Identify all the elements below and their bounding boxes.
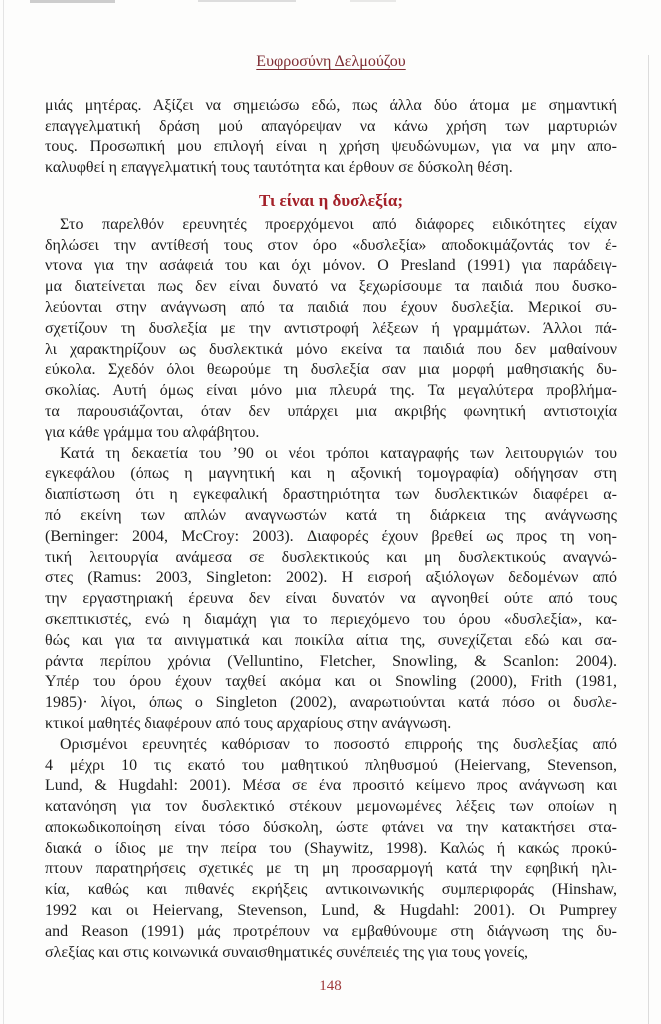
text-line: εύκολα. Σχεδόν όλοι θεωρούμε τη δυσλεξία σαν μια μορφή μαθησιακής δυ- xyxy=(45,361,617,379)
text-line: τική λειτουργία ανάμεσα σε δυσλεκτικούς και μη δυσλεκτικούς αναγνώ- xyxy=(45,548,617,566)
paragraph-intro xyxy=(45,96,617,179)
text-line: διακά ο ίδιος με την πείρα του (Shaywitz, 1998). Καλώς ή κακώς προκύ- xyxy=(45,839,617,857)
scan-artifact-top xyxy=(30,0,115,3)
text-line: την εργαστηριακή έρευνα δεν είναι δυνατόν να αγνοηθεί ούτε από τους xyxy=(45,590,617,608)
text-line: για κάθε γράμμα του αλφάβητου. xyxy=(45,423,260,441)
text-line: 1985)· λίγοι, όπως ο Singleton (2002), αναρωτιούνται κατά πόσο οι δυσλε- xyxy=(45,694,617,712)
section-heading: Τι είναι η δυσλεξία; xyxy=(258,190,404,210)
text-line: διαπίστωση ότι η εγκεφαλική δραστηριότητα των δυσλεκτικών διαφέρει α- xyxy=(45,486,617,504)
page-header-author: Ευφροσύνη Δελμούζου xyxy=(256,53,406,70)
text-line: σκολίας. Αυτή όμως είναι μόνο μια πλευρά της. Τα μεγαλύτερα προβλήμα- xyxy=(45,382,617,400)
text-line: καλυφθεί η επαγγελματική τους ταυτότητα και έρθουν σε δύσκολη θέση. xyxy=(45,159,513,177)
text-line: 4 μέχρι 10 τις εκατό του μαθητικού πληθυσμού (Heiervang, Stevenson, xyxy=(45,756,617,774)
scan-artifact-top xyxy=(198,0,296,2)
text-line: Κατά τη δεκαετία του ’90 οι νέοι τρόποι καταγραφής των λειτουργιών του xyxy=(60,444,617,462)
paragraph-brain-research xyxy=(45,444,617,735)
text-line: ντονα για την ασάφειά του και όχι μόνον. Ο Presland (1991) για παράδειγ- xyxy=(45,257,617,275)
text-line: Στο παρελθόν ερευνητές προερχόμενοι από διάφορες ειδικότητες είχαν xyxy=(60,215,617,233)
text-line: σχετίζουν τη δυσλεξία με την αντιστροφή λέξεων ή γραμμάτων. Άλλοι πά- xyxy=(45,319,617,337)
text-line: κία, καθώς και πιθανές εκρήξεις αντικοινωνικής συμπεριφοράς (Hinshaw, xyxy=(45,881,617,899)
text-line: Υπέρ του όρου έχουν ταχθεί ακόμα και οι Snowling (2000), Frith (1981, xyxy=(45,673,617,691)
text-line: τους. Προσωπική μου επιλογή είναι η χρήση ψευδώνυμων, για να μην απο- xyxy=(45,138,617,156)
text-line: στες (Ramus: 2003, Singleton: 2002). Η εισροή αξιόλογων δεδομένων από xyxy=(45,569,617,587)
text-line: θώς και για τα αινιγματικά και ποικίλα αίτια της, συνεχίζεται εδώ και σα- xyxy=(45,631,617,649)
text-line: μα διατείνεται πως δεν είναι δυνατό να ξεχωρίσουμε τα παιδιά που δυσκο- xyxy=(45,278,617,296)
text-line: μιάς μητέρας. Αξίζει να σημειώσω εδώ, πως άλλα δύο άτομα με σημαντική xyxy=(45,96,617,114)
page-content xyxy=(45,52,617,963)
text-line: κτικοί μαθητές διαφέρουν από τους αρχαρίους στην ανάγνωση. xyxy=(45,714,452,732)
text-line: επαγγελματική δράση μού απαγόρεψαν να κάνω χρήση των μαρτυριών xyxy=(45,117,617,135)
text-line: 1992 και οι Heiervang, Stevenson, Lund, & Hugdahl: 2001). Οι Pumprey xyxy=(45,902,617,920)
text-line: Ορισμένοι ερευνητές καθόρισαν το ποσοστό επιρροής της δυσλεξίας από xyxy=(60,735,617,753)
text-line: πτουν παρατηρήσεις σχετικές με τη μη προσαρμογή κατά την εφηβική ηλι- xyxy=(45,860,617,878)
text-line: δηλώσει την αντίθεσή τους στον όρο «δυσλεξία» αποδοκιμάζοντάς τον έ- xyxy=(45,236,617,254)
text-line: πό εκείνη των απλών αναγνωστών κατά τη διάρκεια της ανάγνωσης xyxy=(45,506,617,524)
text-line: (Berninger: 2004, McCroy: 2003). Διαφορές έχουν βρεθεί ως προς τη νοη- xyxy=(45,527,617,545)
text-line: σλεξίας και στις κοινωνικά συναισθηματικές συνέπειές της για τους γονείς, xyxy=(45,943,529,961)
page-number: 148 xyxy=(319,978,342,994)
text-line: λι χαρακτηρίζουν ως δυσλεκτικά μόνο εκείνα τα παιδιά που δεν μαθαίνουν xyxy=(45,340,617,358)
scan-artifact-left-edge xyxy=(3,0,4,1024)
text-line: ράντα περίπου χρόνια (Velluntino, Fletcher, Snowling, & Scanlon: 2004). xyxy=(45,652,617,670)
text-line: λεύονται στην ανάγνωση από τα παιδιά που έχουν δυσλεξία. Μερικοί συ- xyxy=(45,298,617,316)
text-line: τα παρουσιάζονται, όταν δεν υπάρχει μια ακριβής φωνητική αντιστοιχία xyxy=(45,402,617,420)
paragraph-definition-debate xyxy=(45,215,617,444)
text-line: κατανόηση για τον δυσλεκτικό στέκουν μεμονωμένες λέξεις των οποίων η xyxy=(45,798,617,816)
text-line: αποκωδικοποίηση είναι τόσο δύσκολη, ώστε φτάνει να την κατακτήσει στα- xyxy=(45,818,617,836)
scan-artifact-right-edge xyxy=(648,55,649,1024)
text-line: and Reason (1991) μάς προτρέπουν να εμβαθύνουμε στη διάγνωση της δυ- xyxy=(45,922,617,940)
text-line: εγκεφάλου (όπως η μαγνητική και η αξονική τομογραφία) οδήγησαν στη xyxy=(45,465,617,483)
text-line: Lund, & Hugdahl: 2001). Μέσα σε ένα προσιτό κείμενο προς ανάγνωση και xyxy=(45,777,617,795)
paragraph-prevalence xyxy=(45,735,617,964)
text-line: σκεπτικιστές, ενώ η διαμάχη για το περιεχόμενο του όρου «δυσλεξία», κα- xyxy=(45,610,617,628)
scan-artifact-top xyxy=(350,0,396,2)
